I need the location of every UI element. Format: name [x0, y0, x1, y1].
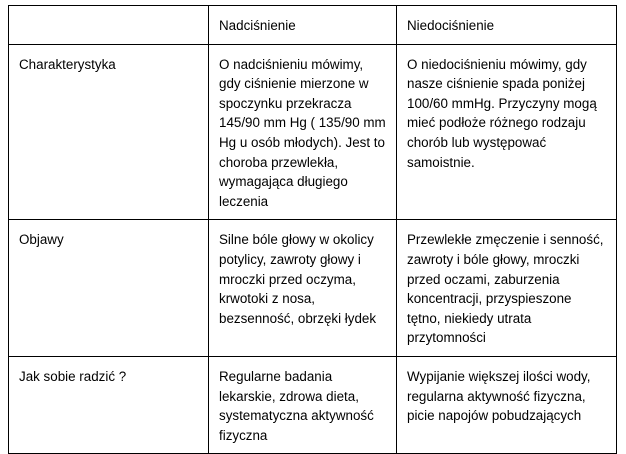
row-label: Charakterystyka: [9, 44, 209, 220]
row-label: Objawy: [9, 220, 209, 357]
table-row-charakterystyka: [9, 44, 617, 220]
header-cell-nadcisnienie: Nadciśnienie: [209, 6, 397, 45]
header-row: [9, 6, 617, 45]
cell-nadcisnienie: Regularne badania lekarskie, zdrowa dieta, systematyczna aktywność fizyczna: [209, 356, 397, 453]
table-row-objawy: [9, 220, 617, 357]
header-cell-niedocisnienie: Niedociśnienie: [397, 6, 617, 45]
cell-niedocisnienie: O niedociśnieniu mówimy, gdy nasze ciśnienie spada poniżej 100/60 mmHg. Przyczyny mogą mieć podłoże różnego rodzaju chorób lub występować samoistnie.: [397, 44, 617, 220]
row-label: Jak sobie radzić ?: [9, 356, 209, 453]
cell-niedocisnienie: Wypijanie większej ilości wody, regularna aktywność fizyczna, picie napojów pobudzających: [397, 356, 617, 453]
cell-nadcisnienie: O nadciśnieniu mówimy, gdy ciśnienie mierzone w spoczynku przekracza 145/90 mm Hg ( 135/90 mm Hg u osób młodych). Jest to choroba przewlekła, wymagająca długiego leczenia: [209, 44, 397, 220]
cell-niedocisnienie: Przewlekłe zmęczenie i senność, zawroty i bóle głowy, mroczki przed oczami, zaburzenia koncentracji, przyspieszone tętno, niekiedy utrata przytomności: [397, 220, 617, 357]
cell-nadcisnienie: Silne bóle głowy w okolicy potylicy, zawroty głowy i mroczki przed oczyma, krwotoki z nosa, bezsenność, obrzęki łydek: [209, 220, 397, 357]
table-row-jak-sobie-radzic: [9, 356, 617, 453]
comparison-table: [8, 5, 617, 454]
header-cell-empty: [9, 6, 209, 45]
